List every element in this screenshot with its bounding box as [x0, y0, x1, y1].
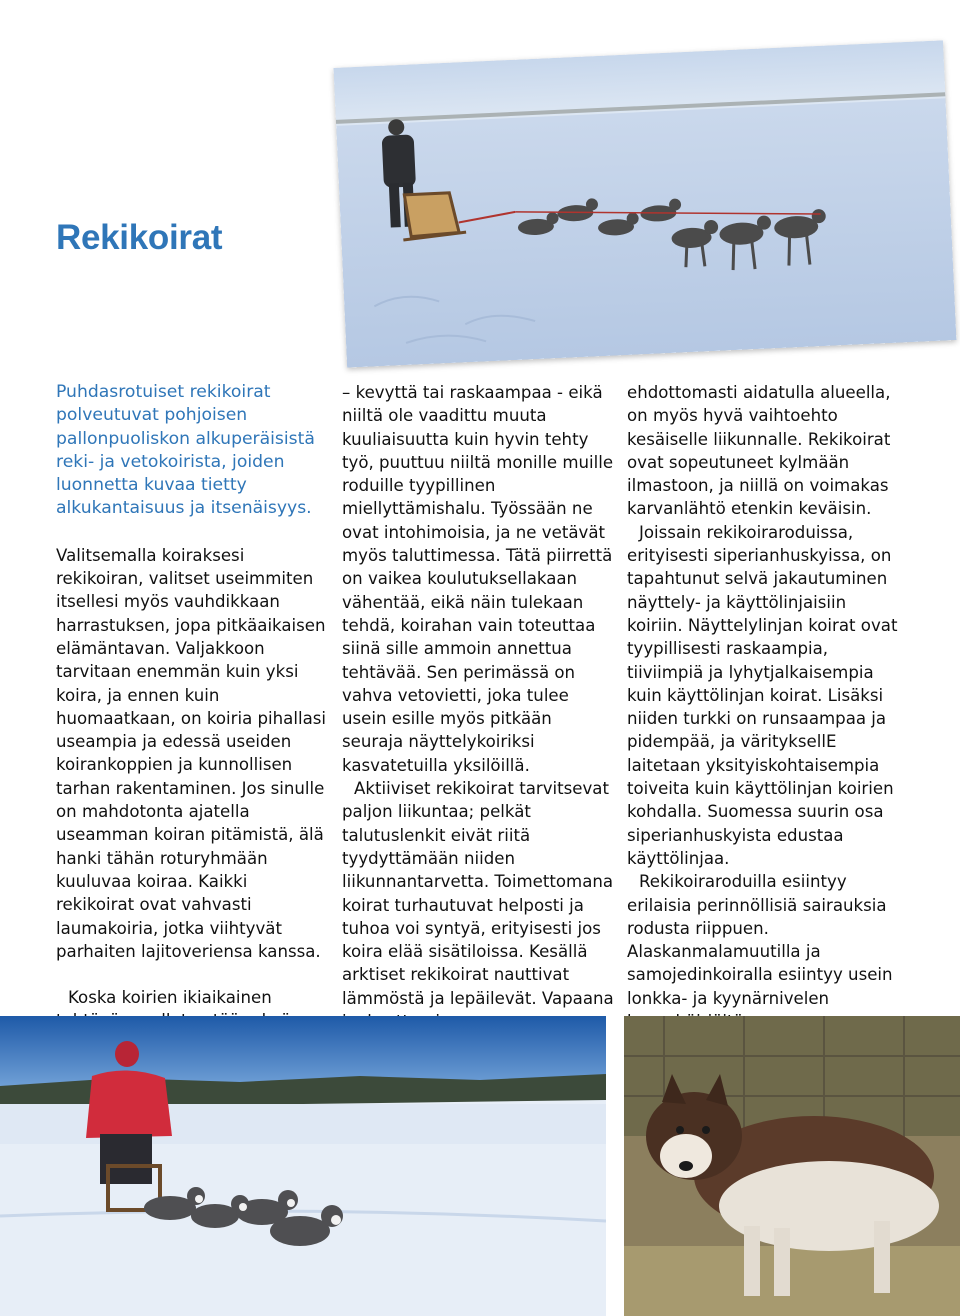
body-paragraph: Aktiiviset rekikoirat tarvitsevat paljon liikuntaa; pelkät talutuslenkit eivät riitä tyydyttämään niiden liikunnantarvetta. Toimettomana koirat turhautuvat helposti ja tuhoa voi syntyä, erityisesti jos koira elää sisätiloissa. Kesällä arktiset rekikoirat nauttivat lämmöstä ja lepäilevät. Vapaana	[342, 779, 614, 1008]
husky-portrait-photo	[624, 1016, 960, 1316]
musher-team-photo	[0, 1016, 606, 1316]
body-paragraph: – kevyttä tai raskaampaa - eikä niiltä ole vaadittu muuta kuuliaisuutta kuin hyvin tehty työ, puuttuu niiltä monille muille roduille tyypillinen miellyttämishalu. Työssään ne ovat intohimoisia, ja ne vetävät myös taluttimessa. Tätä piirrettä on vaikea koulutuksellakaan vähentää, eikä näin tulekaan tehdä, koirahan vain toteuttaa siinä sille ammoin annettua tehtävää. Sen perimässä on vahva vetovietti, joka tulee usein esille myös pitkään seuraja näyttelykoiriksi kasvatetuilla yksilöillä.	[342, 383, 614, 775]
body-paragraph: Koska koirien ikiaikainen	[68, 988, 272, 1008]
body-paragraph: Valitsemalla koiraksesi rekikoiran, valitset useimmiten itsellesi myös vauhdikkaan harrastuksen, jopa pitkäaikaisen elämäntavan. Valjakkoon tarvitaan enemmän kuin yksi koira, ja ennen kuin huomaatkaan, on koiria pihallasi useampia ja edessä useiden koirankoppien ja kunnollisen tarhan rakentaminen. Jos sinulle on mahdotonta ajatella useamman koiran pitämistä, älä hanki tähän roturyhmään kuuluvaa koiraa. Kaikki rekikoirat ovat vahvasti laumakoiria, jotka viihtyvät parhaiten lajitoveriensa kanssa.	[56, 545, 326, 961]
body-paragraph: ehdottomasti aidatulla alueella, on myös hyvä vaihtoehto kesäiselle liikunnalle. Rekikoirat ovat sopeutuneet kylmään ilmastoon, ja niillä on voimakas karvanlähtö etenkin keväisin.	[627, 383, 891, 519]
lead-paragraph: Puhdasrotuiset rekikoirat polveutuvat pohjoisen pallonpuoliskon alkuperäisistä reki- ja vetokoirista, joiden luonnetta kuvaa tietty alkukantaisuus ja itsenäisyys.	[56, 382, 315, 519]
text-column-2	[342, 381, 614, 1033]
body-paragraph: Joissain rekikoiraroduissa, erityisesti siperianhuskyissa, on tapahtunut selvä jakautuminen näyttely- ja käyttölinjaisiin koiriin. Näyttelylinjan koirat ovat tyypillisesti raskaampia, tiiviimpiä ja lyhytjalkaisempia kuin käyttölinjan koirat. Lisäksi niiden turkki on runsaampaa ja pidempää, ja värityksellE laitetaan yksityiskohtaisempia toiveita kuin käyttölinjan koirien kohdalla. Suomessa suurin osa siperianhuskyista edustaa käyttölinjaa.	[627, 522, 898, 868]
text-column-1	[56, 381, 328, 1033]
page-title: Rekikoirat	[56, 218, 223, 257]
sled-team-photo	[334, 40, 957, 367]
text-column-3	[627, 381, 903, 1033]
body-paragraph: Rekikoiraroduilla esiintyy erilaisia perinnöllisiä sairauksia rodusta riippuen. Alaskanmalamuutilla ja samojedinkoiralla esiintyy usein lonkka- ja kyynärnivelen	[627, 872, 893, 1008]
